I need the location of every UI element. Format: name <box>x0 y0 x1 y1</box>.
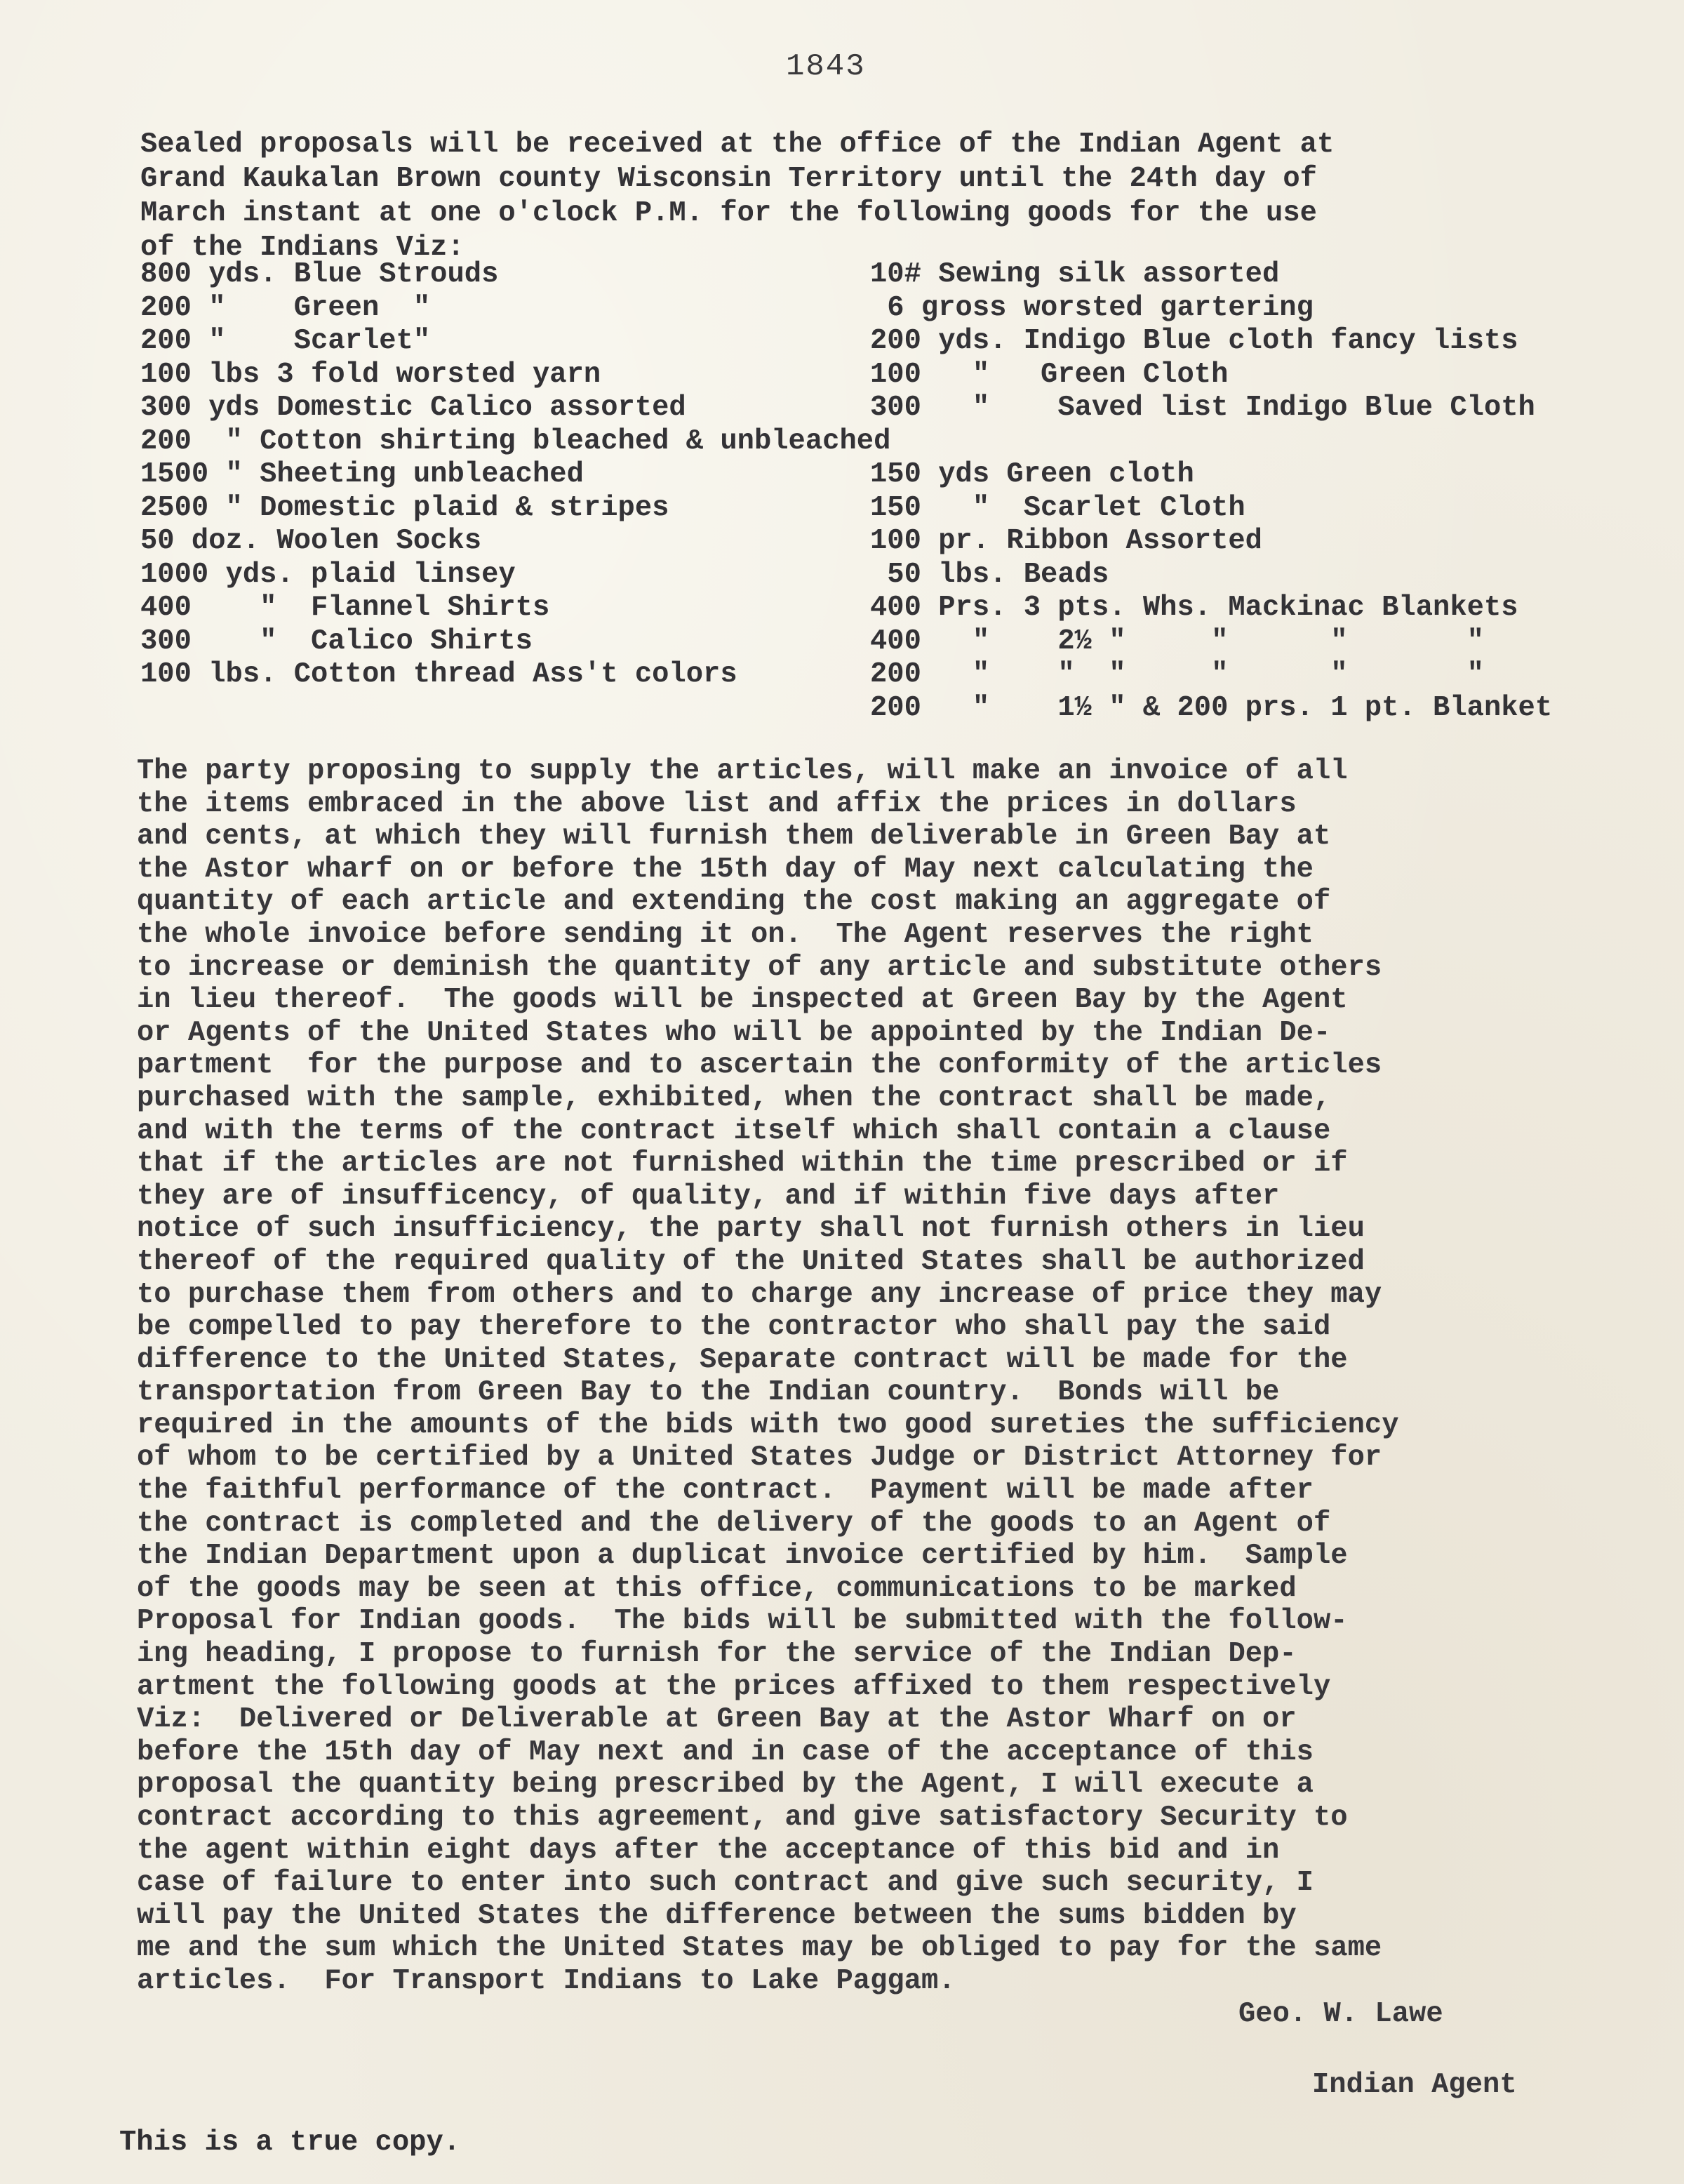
goods-list-left-column <box>140 258 891 692</box>
goods-item: 100 lbs 3 fold worsted yarn <box>140 358 601 391</box>
intro-paragraph: Sealed proposals will be received at the office of the Indian Agent at Grand Kaukalan Brown county Wisconsin Territory until the 24th day of March instant at one o'clock P.M. for the following goods for the use of the Indians Viz: <box>140 128 1335 264</box>
goods-item: 100 " Green Cloth <box>870 358 1229 391</box>
goods-item: 300 " Calico Shirts <box>140 625 533 658</box>
goods-item: 800 yds. Blue Strouds <box>140 258 499 291</box>
goods-item: 1500 " Sheeting unbleached <box>140 458 584 491</box>
goods-item: 1000 yds. plaid linsey <box>140 558 516 591</box>
goods-item: 200 " 1½ " & 200 prs. 1 pt. Blanket <box>870 691 1553 724</box>
goods-item: 200 " " " " " " <box>870 658 1484 691</box>
terms-paragraph: The party proposing to supply the articles, will make an invoice of all the items embraced in the above list and affix the prices in dollars and cents, at which they will furnish them deliverable in Green Bay at the Astor wharf on or before the 15th day of May next calculating the quantity of each article and extending the cost making an aggregate of the whole invoice before sending it on. The Agent reserves the right to increase or deminish the quantity of any article and substitute others in lieu thereof. The goods will be inspected at Green Bay by the Agent or Agents of the United States who will be appointed by the Indian De- partment for the purpose and to ascertain the conformity of the articles purchased with the sample, exhibited, when the contract shall be made, and with the terms of the contract itself which shall contain a clause that if the articles are not furnished within the time prescribed or if they are of insufficency, of quality, and if within five days after notice of such insufficiency, the party shall not furnish others in lieu thereof of the required quality of the United States shall be authorized to purchase them from others and to charge any increase of price they may be compelled to pay therefore to the contractor who shall pay the said difference to the United States, Separate contract will be made for the transportation from Green Bay to the Indian country. Bonds will be required in the amounts of the bids with two good sureties the sufficiency of whom to be certified by a United States Judge or District Attorney for the faithful performance of the contract. Payment will be made after the contract is completed and the delivery of the goods to an Agent of the Indian Department upon a duplicat invoice certified by him. Sample of the goods may be seen at this office, communications to be marked Proposal for Indian goods. The bids will be submitted with the follow- ing heading, I propose to furnish for the service of the Indian Dep- artment the following goods at the prices affixed to them respectively Viz: Delivered or Deliverable at Green Bay at the Astor Wharf on or before the 15th day of May next and in case of the acceptance of this proposal the quantity being prescribed by the Agent, I will execute a contract according to this agreement, and give satisfactory Security to the agent within eight days after the acceptance of this bid and in case of failure to enter into such contract and give such security, I will pay the United States the difference between the sums bidden by me and the sum which the United States may be obliged to pay for the same articles. For Transport Indians to Lake Paggam. <box>137 755 1399 1997</box>
goods-item: 6 gross worsted gartering <box>870 291 1314 324</box>
goods-item: 300 " Saved list Indigo Blue Cloth <box>870 392 1535 424</box>
signer-name: Geo. W. Lawe <box>1238 1998 1443 2030</box>
document-year: 1843 <box>786 49 866 84</box>
goods-item: 150 " Scarlet Cloth <box>870 491 1245 524</box>
goods-list-right-column <box>870 258 1649 725</box>
goods-item: 10# Sewing silk assorted <box>870 258 1280 291</box>
goods-item: 150 yds Green cloth <box>870 458 1194 491</box>
goods-item: 400 " Flannel Shirts <box>140 592 550 624</box>
goods-item: 200 " Scarlet" <box>140 325 431 357</box>
goods-item: 100 lbs. Cotton thread Ass't colors <box>140 658 737 691</box>
goods-item: 50 lbs. Beads <box>870 558 1109 591</box>
goods-item: 2500 " Domestic plaid & stripes <box>140 491 669 524</box>
signer-title: Indian Agent <box>1312 2069 1517 2101</box>
goods-item: 100 pr. Ribbon Assorted <box>870 525 1262 557</box>
goods-item: 400 Prs. 3 pts. Whs. Mackinac Blankets <box>870 592 1518 624</box>
goods-item: 200 " Cotton shirting bleached & unbleached <box>140 425 891 458</box>
goods-item: 50 doz. Woolen Socks <box>140 525 482 557</box>
goods-item: 200 " Green " <box>140 291 431 324</box>
goods-spacer <box>870 425 1649 459</box>
goods-item: 200 yds. Indigo Blue cloth fancy lists <box>870 325 1518 357</box>
true-copy-note: This is a true copy. <box>119 2126 461 2159</box>
goods-list <box>140 258 1649 728</box>
goods-item: 300 yds Domestic Calico assorted <box>140 392 686 424</box>
goods-item: 400 " 2½ " " " " <box>870 625 1484 658</box>
